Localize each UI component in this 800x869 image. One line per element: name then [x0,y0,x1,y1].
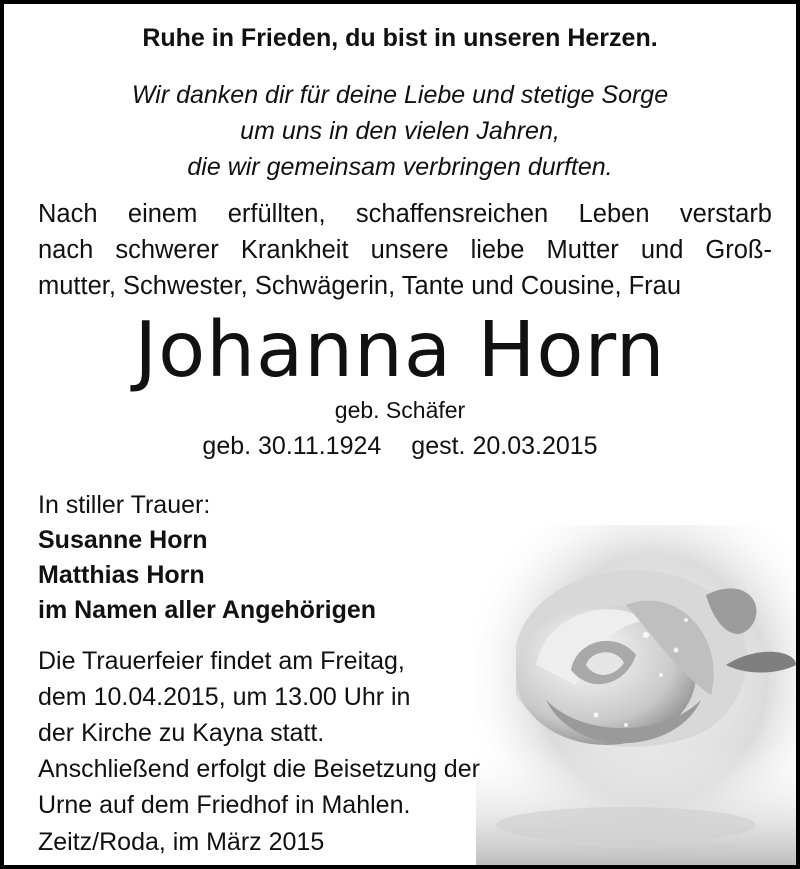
intro-line: nach schwerer Krankheit unsere liebe Mutter und Groß- [38,236,772,264]
service-details [38,643,480,823]
place-and-date: Zeitz/Roda, im März 2015 [38,828,325,856]
intro-line: mutter, Schwester, Schwägerin, Tante und Cousine, Frau [38,272,682,300]
mourners [38,488,376,628]
mourner-name: Matthias Horn [38,561,205,589]
service-line: Anschließend erfolgt die Beisetzung der [38,755,480,783]
birth-date: geb. 30.11.1924 [202,432,382,460]
poem-line: die wir gemeinsam verbringen durften. [187,153,613,181]
maiden-name: geb. Schäfer [334,397,466,423]
mourner-name: Susanne Horn [38,526,208,554]
deceased-name: Johanna Horn [134,306,666,395]
death-date: gest. 20.03.2015 [411,432,598,460]
poem-line: um uns in den vielen Jahren, [240,117,560,145]
intro-paragraph [38,196,772,304]
mourners-intro: In stiller Trauer: [38,491,211,519]
life-dates [4,432,796,461]
headline: Ruhe in Frieden, du bist in unseren Herzen. [142,24,658,52]
rose-image [476,525,796,865]
service-line: Urne auf dem Friedhof in Mahlen. [38,791,411,819]
intro-line: Nach einem erfüllten, schaffensreichen Leben verstarb [38,200,772,228]
service-line: Die Trauerfeier findet am Freitag, [38,647,405,675]
mourner-name: im Namen aller Angehörigen [38,596,377,624]
poem [4,77,796,185]
service-line: dem 10.04.2015, um 13.00 Uhr in [38,683,411,711]
poem-line: Wir danken dir für deine Liebe und stetige Sorge [131,81,669,109]
service-line: der Kirche zu Kayna statt. [38,719,325,747]
